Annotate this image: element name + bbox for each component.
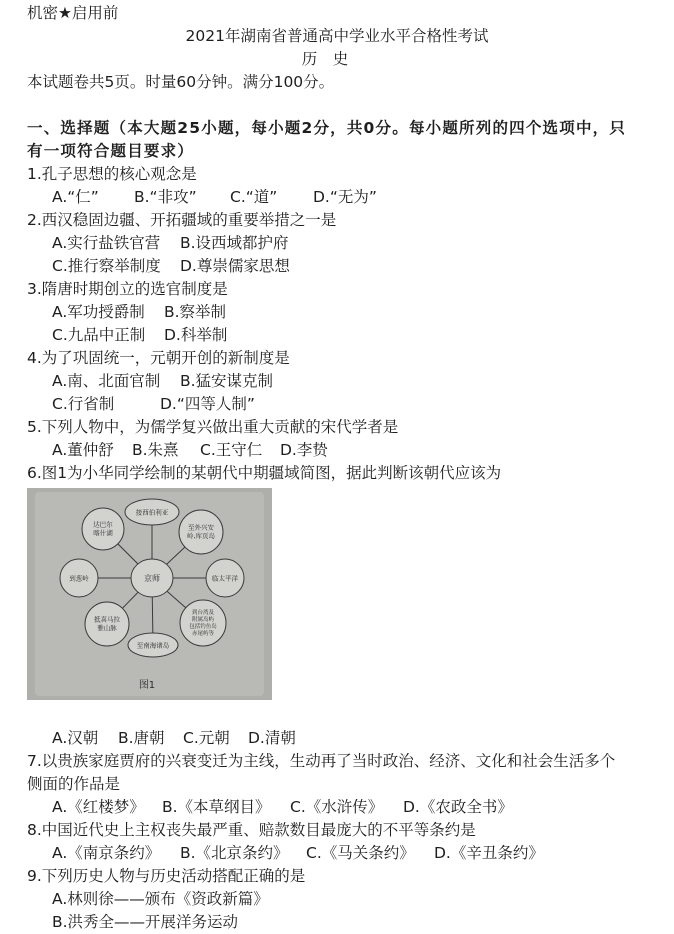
question-stem: 6.图1为小华同学绘制的某朝代中期疆域简图，据此判断该朝代应该为 [27,464,502,482]
option-row [52,370,273,393]
subject-title: 历 史 [301,50,349,68]
question-stem: 5.下列人物中，为儒学复兴做出重大贡献的宋代学者是 [27,418,399,436]
option-row [52,393,255,416]
option-row [52,324,227,347]
west-label: 到葱岭 [69,574,89,583]
option-row [52,796,513,819]
confidential-label: 机密★启用前 [27,4,119,22]
question-stem: 3.隋唐时期创立的选官制度是 [27,280,228,298]
question-stem: 7.以贵族家庭贾府的兴衰变迁为主线，生动再了当时政治、经济、文化和社会生活多个 [27,752,616,770]
option-a: A.“仁” [52,188,99,206]
option-c: C.推行察举制度 [52,257,161,275]
option-b: B.猛安谋克制 [180,372,274,390]
figure-1-territory-diagram [27,488,272,700]
option-row [52,232,289,255]
option-c: C.元朝 [183,729,230,747]
option-d: D.李贽 [280,441,328,459]
question-stem: 4.为了巩固统一，元朝开创的新制度是 [27,349,290,367]
option-b: B.朱熹 [132,441,179,459]
east-label: 临太平洋 [212,574,238,583]
option-a: A.《南京条约》 [52,844,161,862]
figure-caption: 图1 [138,680,156,691]
section-heading-line: 一、选择题（本大题25小题，每小题2分，共0分。每小题所列的四个选项中，只 [27,119,627,137]
southwest-label: 雅山脉 [97,624,117,632]
southeast-label: 到台湾及 [191,610,215,616]
option-b: B.唐朝 [118,729,165,747]
option-c: C.《水浒传》 [290,798,384,816]
territory-diagram-svg [27,488,272,700]
exam-info: 本试题卷共5页。时量60分钟。满分100分。 [27,73,335,91]
question-stem: 8.中国近代史上主权丧失最严重、赔款数目最庞大的不平等条约是 [27,821,476,839]
option-b: B.《本草纲目》 [162,798,271,816]
option-b: B.《北京条约》 [180,844,289,862]
north-label: 接西伯利亚 [135,508,169,517]
southeast-label: 附属岛屿 [191,617,215,623]
option-d: D.尊崇儒家思想 [180,257,290,275]
option-row [52,727,296,750]
option-d: D.《农政全书》 [403,798,513,816]
option-a: A.《红楼梦》 [52,798,145,816]
option-a: A.林则徐——颁布《资政新篇》 [52,890,269,908]
option-row [52,439,328,462]
option-b: B.设西域都护府 [180,234,289,252]
southwest-label: 抵喜马拉 [94,615,120,624]
option-c: C.《马关条约》 [306,844,415,862]
option-d: D.“无为” [313,188,377,206]
question-stem: 2.西汉稳固边疆、开拓疆域的重要举措之一是 [27,211,337,229]
northwest-label: 达巴尔 [93,520,113,529]
section-heading-line: 有一项符合题目要求） [27,142,195,160]
node-southeast [180,600,226,646]
option-row [52,186,377,209]
northwest-label: 喀什湖 [93,529,113,537]
option-row [52,255,290,278]
southeast-label: 赤尾屿等 [191,631,215,637]
option-b: B.“非攻” [134,188,197,206]
question-stem: 9.下列历史人物与历史活动搭配正确的是 [27,867,306,885]
option-b: B.洪秀全——开展洋务运动 [52,913,239,931]
center-label: 京师 [144,574,160,583]
option-a: A.实行盐铁官营 [52,234,161,252]
option-row [52,842,544,865]
option-a: A.军功授爵制 [52,303,145,321]
exam-title: 2021年湖南省普通高中学业水平合格性考试 [185,27,489,45]
option-row [52,301,226,324]
option-c: C.王守仁 [200,441,263,459]
option-d: D.“四等人制” [160,395,255,413]
option-d: D.《辛丑条约》 [434,844,544,862]
southeast-label: 包括钓鱼岛 [189,624,217,630]
option-d: D.科举制 [164,326,228,344]
question-stem: 1.孔子思想的核心观念是 [27,165,197,183]
option-a: A.董仲舒 [52,441,114,459]
option-c: C.九品中正制 [52,326,146,344]
northeast-label: 岭,库页岛 [186,532,216,540]
option-b: B.察举制 [164,303,227,321]
northeast-label: 至外兴安 [188,523,214,532]
option-c: C.“道” [230,188,278,206]
option-c: C.行省制 [52,395,115,413]
south-label: 至南海诸岛 [136,641,170,650]
question-stem: 侧面的作品是 [27,775,121,793]
option-a: A.汉朝 [52,729,99,747]
option-d: D.清朝 [248,729,296,747]
option-a: A.南、北面官制 [52,372,161,390]
